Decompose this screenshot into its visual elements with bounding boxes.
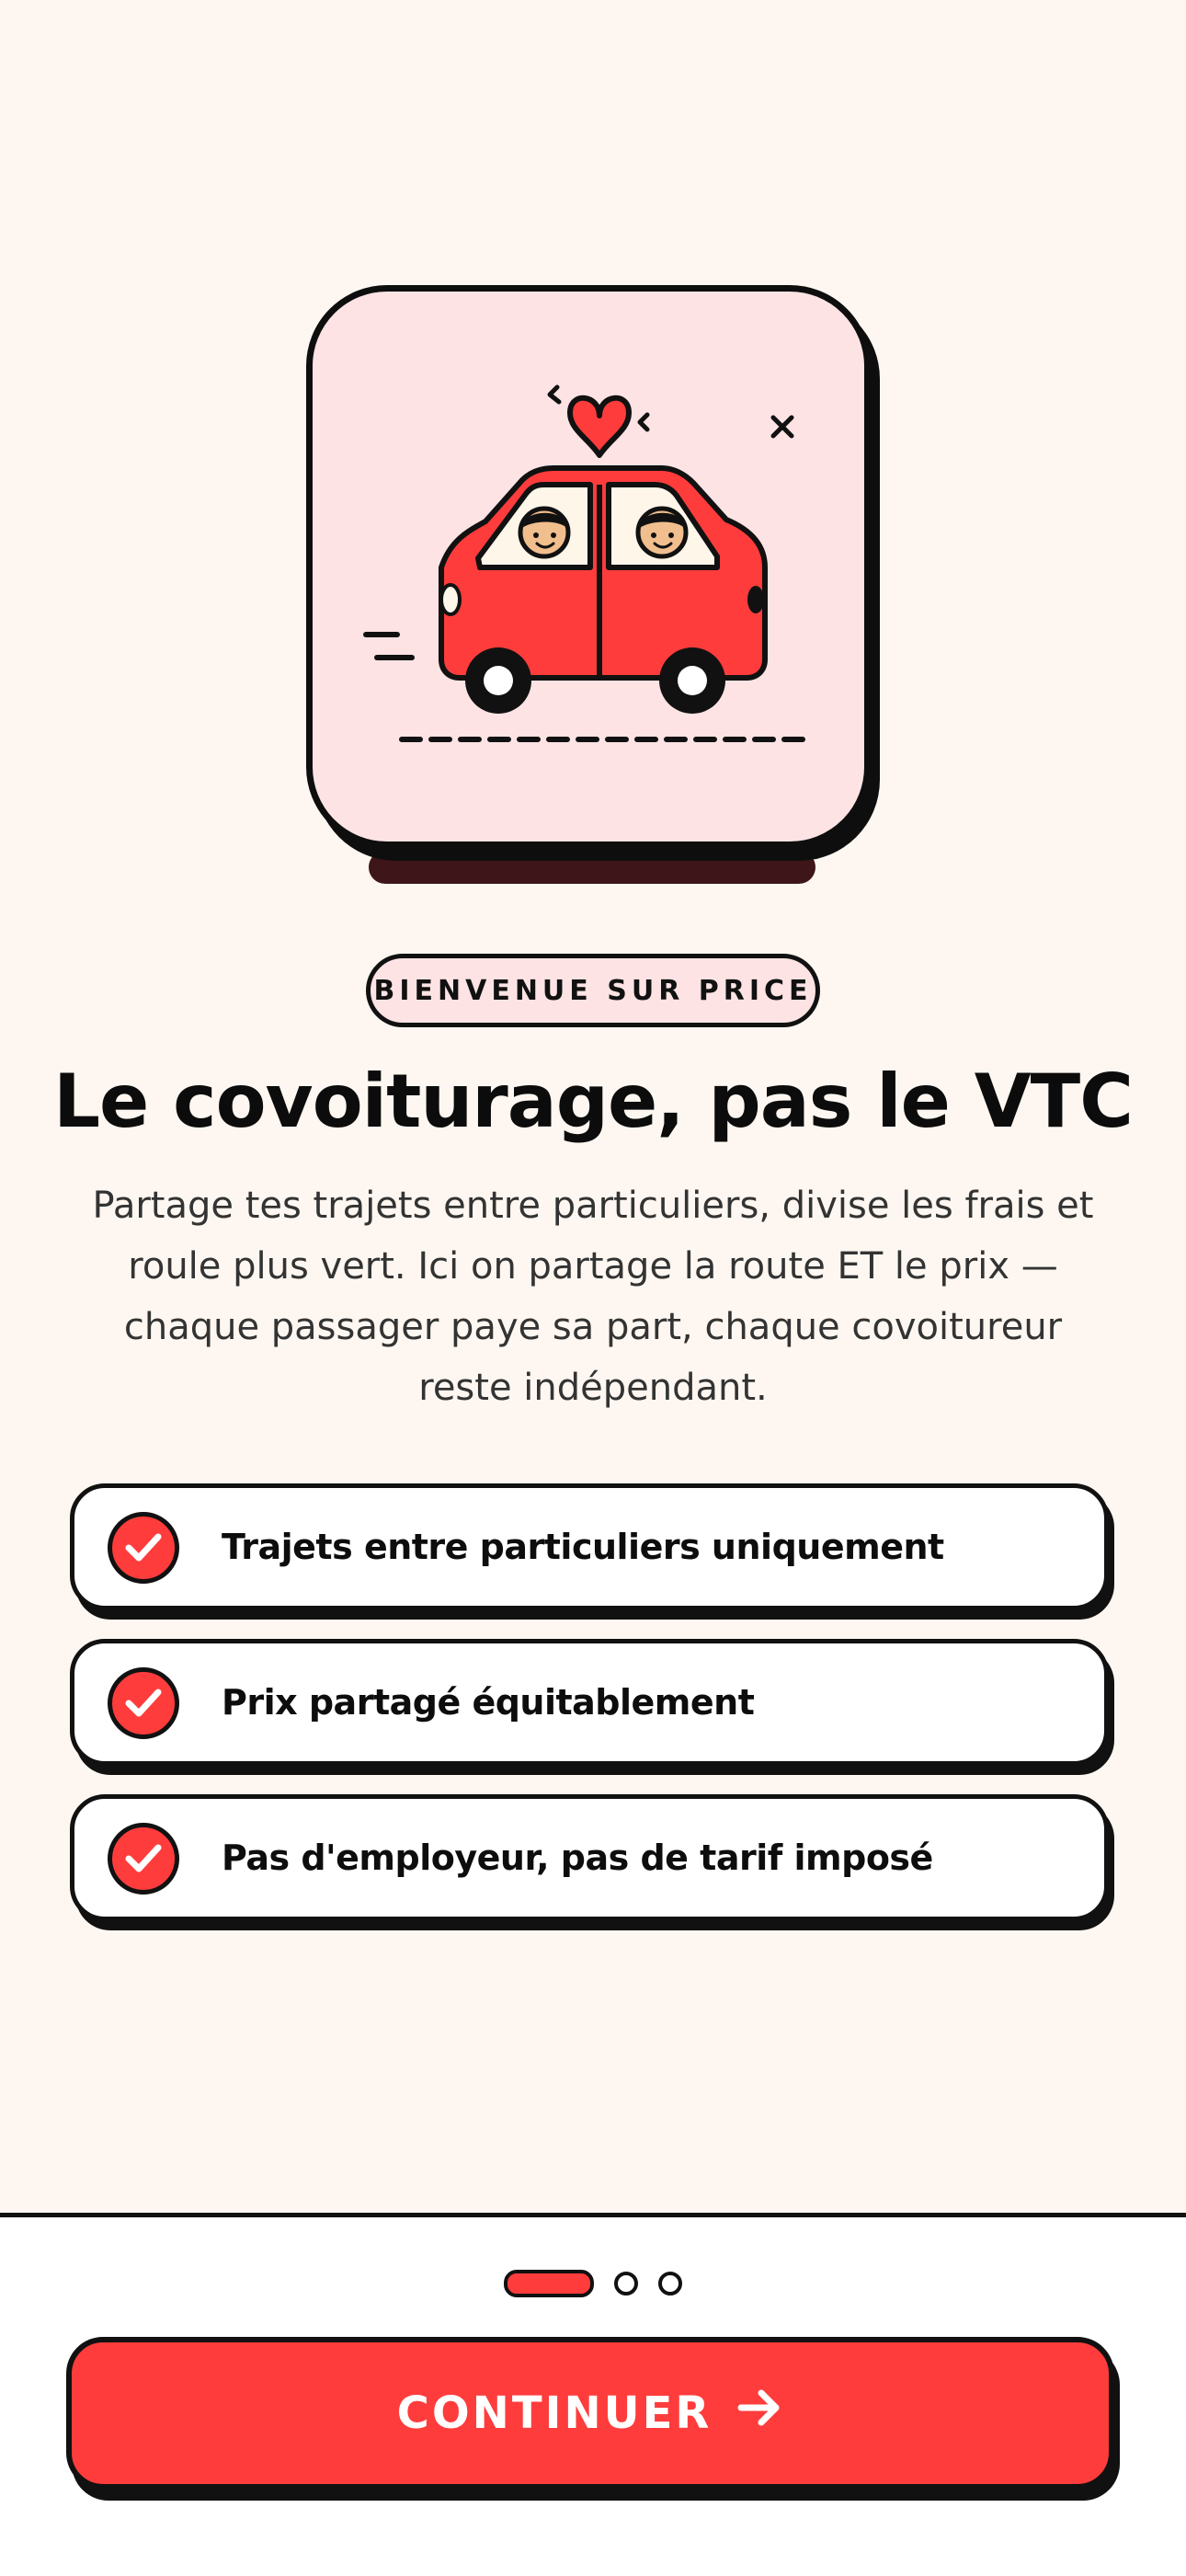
pagination-dots: [504, 2270, 682, 2297]
status-bar: [0, 0, 1186, 138]
page-title: Le covoiturage, pas le VTC: [53, 1059, 1133, 1144]
feature-label: Pas d'employeur, pas de tarif imposé: [222, 1838, 933, 1878]
passenger-face-right: [638, 509, 686, 556]
welcome-badge: BIENVENUE SUR PRICE: [366, 954, 820, 1027]
feature-list: [70, 1483, 1116, 1950]
continue-button-label: CONTINUER: [396, 2387, 713, 2439]
hero-shadow: [369, 851, 815, 884]
feature-item: [70, 1483, 1109, 1610]
speed-lines: [366, 635, 412, 658]
check-icon: [108, 1667, 179, 1739]
feature-item: [70, 1794, 1109, 1921]
page-subtitle: Partage tes trajets entre particuliers, divise les frais et roule plus vert. Ici on partage la route ET le prix — chaque passager paye sa part, chaque covoitureur reste indépendant.: [92, 1185, 1094, 1409]
heart-icon: [550, 387, 647, 455]
arrow-right-icon: [737, 2387, 783, 2439]
hero-card: [306, 285, 871, 848]
pagination-dot[interactable]: [614, 2272, 638, 2296]
feature-label: Trajets entre particuliers uniquement: [222, 1527, 944, 1567]
hero-illustration: [306, 285, 880, 883]
pagination-dot-active[interactable]: [504, 2270, 594, 2297]
feature-item: [70, 1639, 1109, 1766]
feature-label: Prix partagé équitablement: [222, 1682, 755, 1723]
continue-button[interactable]: [66, 2337, 1114, 2490]
passenger-face-left: [520, 509, 568, 556]
check-icon: [108, 1823, 179, 1895]
car: [441, 468, 765, 714]
close-sparkle-icon: [773, 418, 792, 436]
check-icon: [108, 1512, 179, 1584]
bottom-bar: [0, 2213, 1186, 2576]
pagination-dot[interactable]: [658, 2272, 682, 2296]
car-illustration: [313, 292, 864, 843]
